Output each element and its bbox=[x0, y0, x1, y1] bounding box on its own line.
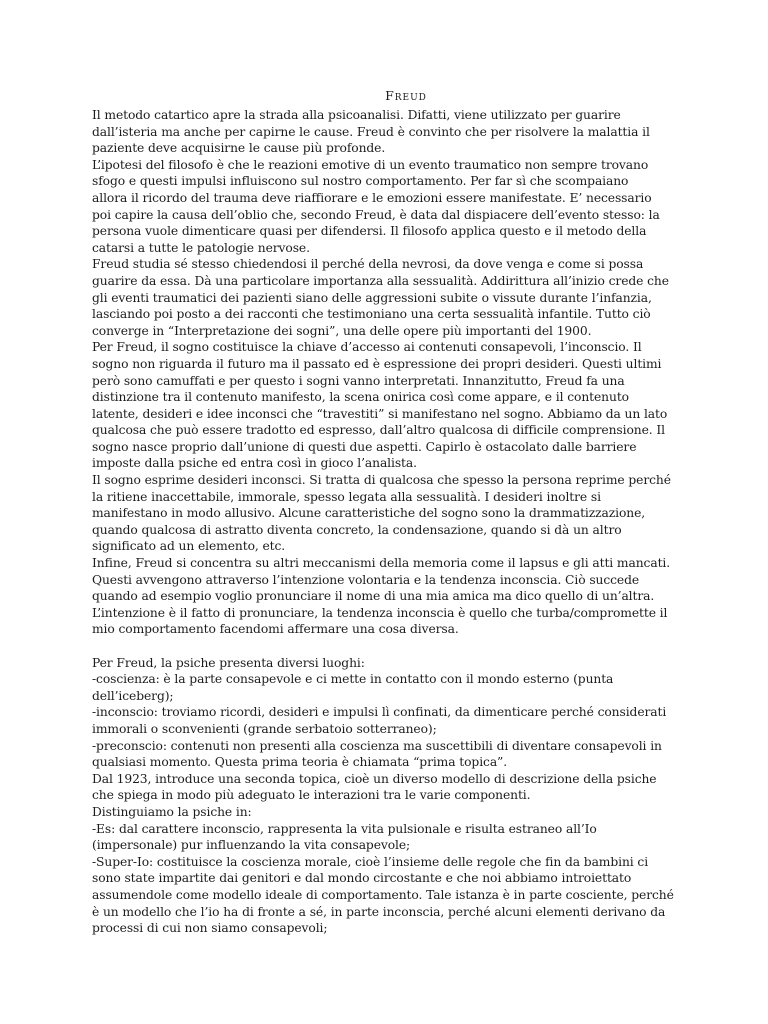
body-line: sono state impartite dai genitori e dal mondo circostante e che noi abbiamo introiettato bbox=[92, 871, 632, 886]
body-line: che spiega in modo più adeguato le interazioni tra le varie componenti. bbox=[92, 788, 531, 803]
body-line: sogno nasce proprio dall’unione di questi due aspetti. Capirlo è ostacolato dalle barriere bbox=[92, 439, 637, 454]
body-line: processi di cui non siamo consapevoli; bbox=[92, 921, 328, 936]
body-line: mio comportamento facendomi affermare una cosa diversa. bbox=[92, 622, 459, 637]
body-line: significato ad un elemento, etc. bbox=[92, 539, 286, 554]
blank-line bbox=[92, 638, 682, 655]
body-line: L’ipotesi del filosofo è che le reazioni emotive di un evento traumatico non sempre trovano bbox=[92, 157, 649, 172]
document-page bbox=[92, 88, 682, 937]
body-line: lasciando poi posto a dei racconti che testimoniano una certa sessualità infantile. Tutto ciò bbox=[92, 307, 651, 322]
body-line: quando ad esempio voglio pronunciare il nome di una mia amica ma dico quello di un’altra. bbox=[92, 589, 655, 604]
body-line: qualcosa che può essere tradotto ed espresso, dall’altro qualcosa di difficile comprensione. Il bbox=[92, 423, 665, 438]
body-line: però sono camuffati e per questo i sogni vanno interpretati. Innanzitutto, Freud fa una bbox=[92, 373, 625, 388]
body-line: la ritiene inaccettabile, immorale, spesso legata alla sessualità. I desideri inoltre si bbox=[92, 489, 601, 504]
body-line: converge in “Interpretazione dei sogni”, una delle opere più importanti del 1900. bbox=[92, 323, 592, 338]
body-line: assumendole come modello ideale di comportamento. Tale istanza è in parte cosciente, perché bbox=[92, 887, 674, 902]
body-line: persona vuole dimenticare quasi per difendersi. Il filosofo applica questo e il metodo della bbox=[92, 224, 647, 239]
body-line: Distinguiamo la psiche in: bbox=[92, 804, 252, 819]
body-line: paziente deve acquisirne le cause più profonde. bbox=[92, 141, 386, 156]
body-line: latente, desideri e idee inconsci che “travestiti” si manifestano nel sogno. Abbiamo da un lato bbox=[92, 406, 668, 421]
body-line: Il sogno esprime desideri inconsci. Si tratta di qualcosa che spesso la persona reprime perché bbox=[92, 473, 671, 488]
body-line: dall’isteria ma anche per capirne le cause. Freud è convinto che per risolvere la malattia il bbox=[92, 124, 650, 139]
body-line: Infine, Freud si concentra su altri meccanismi della memoria come il lapsus e gli atti mancati. bbox=[92, 556, 671, 571]
body-line: -Es: dal carattere inconscio, rappresenta la vita pulsionale e risulta estraneo all’Io bbox=[92, 821, 597, 836]
body-line: Freud studia sé stesso chiedendosi il perché della nevrosi, da dove venga e come si possa bbox=[92, 257, 644, 272]
body-line: allora il ricordo del trauma deve riaffiorare e le emozioni essere manifestate. E’ necessario bbox=[92, 190, 652, 205]
body-line: -Super-Io: costituisce la coscienza morale, cioè l’insieme delle regole che fin da bambini ci bbox=[92, 854, 649, 869]
body-line: dell’iceberg); bbox=[92, 688, 174, 703]
body-line: sogno non riguarda il futuro ma il passato ed è espressione dei propri desideri. Questi ultimi bbox=[92, 356, 662, 371]
body-line: L’intenzione è il fatto di pronunciare, la tendenza inconscia è quello che turba/compromette il bbox=[92, 605, 668, 620]
body-line: guarire da essa. Dà una particolare importanza alla sessualità. Addirittura all’inizio crede che bbox=[92, 273, 669, 288]
body-line: Questi avvengono attraverso l’intenzione volontaria e la tendenza inconscia. Ciò succede bbox=[92, 572, 640, 587]
body-line: Per Freud, il sogno costituisce la chiave d’accesso ai contenuti consapevoli, l’inconscio. Il bbox=[92, 340, 642, 355]
body-line: -coscienza: è la parte consapevole e ci mette in contatto con il mondo esterno (punta bbox=[92, 672, 614, 687]
body-line: catarsi a tutte le patologie nervose. bbox=[92, 240, 310, 255]
body-line: quando qualcosa di astratto diventa concreto, la condensazione, quando si dà un altro bbox=[92, 522, 622, 537]
body-line: gli eventi traumatici dei pazienti siano delle aggressioni subite o vissute durante l’infanzia, bbox=[92, 290, 652, 305]
document-body bbox=[92, 107, 682, 937]
body-line: distinzione tra il contenuto manifesto, la scena onirica così come appare, e il contenuto bbox=[92, 390, 629, 405]
body-line: Dal 1923, introduce una seconda topica, cioè un diverso modello di descrizione della psiche bbox=[92, 771, 657, 786]
body-line: manifestano in modo allusivo. Alcune caratteristiche del sogno sono la drammatizzazione, bbox=[92, 506, 646, 521]
body-line: poi capire la causa dell’oblio che, secondo Freud, è data dal dispiacere dell’evento stesso: la bbox=[92, 207, 660, 222]
body-line: qualsiasi momento. Questa prima teoria è chiamata “prima topica”. bbox=[92, 755, 508, 770]
body-line: è un modello che l’io ha di fronte a sé, in parte inconscia, perché alcuni elementi derivano da bbox=[92, 904, 666, 919]
body-line: immorali o sconvenienti (grande serbatoio sotterraneo); bbox=[92, 721, 437, 736]
body-line: imposte dalla psiche ed entra così in gioco l’analista. bbox=[92, 456, 417, 471]
body-line: -inconscio: troviamo ricordi, desideri e impulsi lì confinati, da dimenticare perché considerati bbox=[92, 705, 667, 720]
body-line: -preconscio: contenuti non presenti alla coscienza ma suscettibili di diventare consapevoli in bbox=[92, 738, 662, 753]
document-title: Freud bbox=[385, 88, 427, 103]
body-line: Il metodo catartico apre la strada alla psicoanalisi. Difatti, viene utilizzato per guarire bbox=[92, 108, 621, 122]
body-line: Per Freud, la psiche presenta diversi luoghi: bbox=[92, 655, 365, 670]
body-line: sfogo e questi impulsi influiscono sul nostro comportamento. Per far sì che scompaiano bbox=[92, 174, 629, 189]
body-line: (impersonale) pur influenzando la vita consapevole; bbox=[92, 838, 411, 853]
